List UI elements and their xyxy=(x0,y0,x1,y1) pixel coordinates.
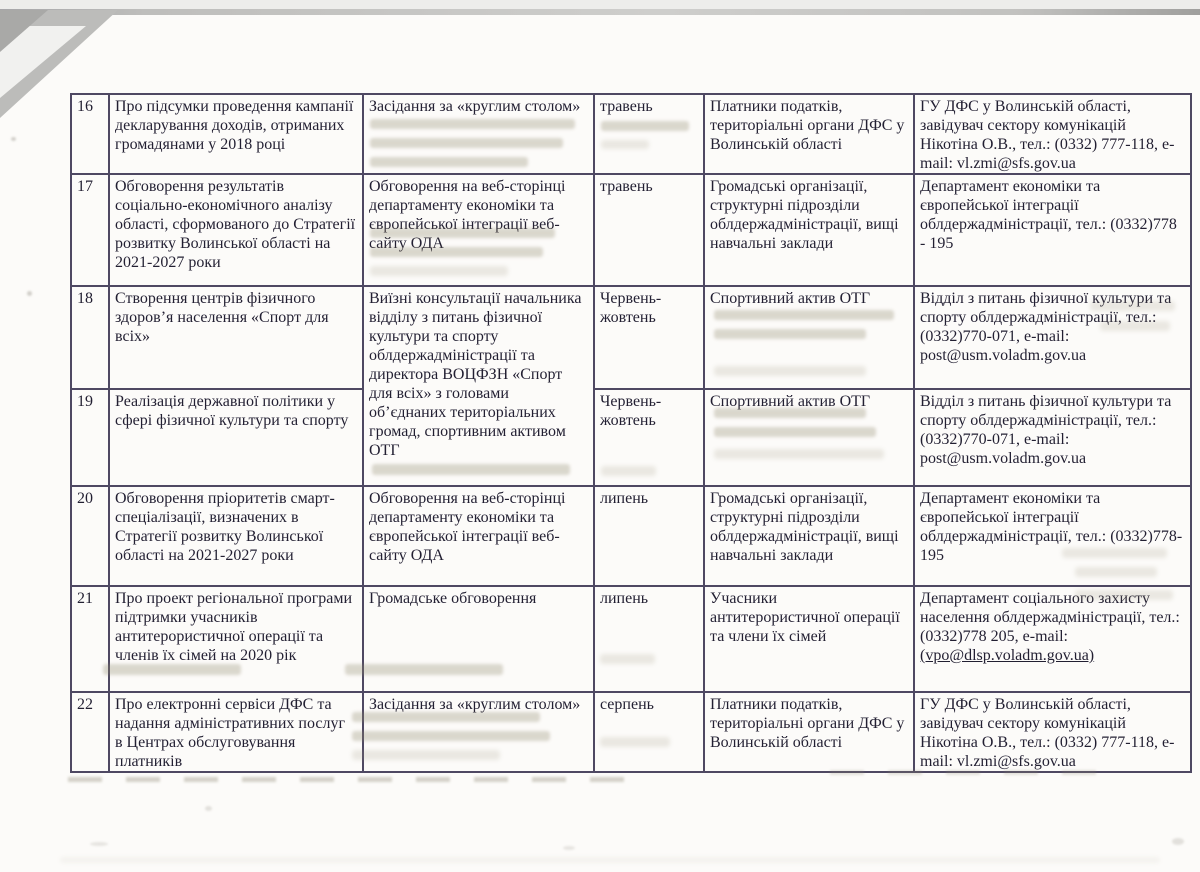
topic-cell: Про проект регіональної програми підтримки учасників антитерористичної операції та членів їх сімей на 2020 рік xyxy=(109,586,363,692)
format-cell: Засідання за «круглим столом» xyxy=(363,692,594,772)
row-number: 16 xyxy=(71,94,109,174)
audience-cell: Спортивний актив ОТГ xyxy=(704,389,914,486)
topic-cell: Обговорення результатів соціально-економічного аналізу області, сформованого до Стратегії розвитку Волинської області на 2021-2027 роки xyxy=(109,174,363,286)
row-number: 19 xyxy=(71,389,109,486)
responsible-cell: Департамент економіки та європейської інтеграції облдержадміністрації, тел.: (0332)778 - 195 xyxy=(914,174,1191,286)
responsible-email: (vpo@dlsp.voladm.gov.ua) xyxy=(920,647,1095,664)
responsible-cell xyxy=(914,586,1191,692)
month-cell: травень xyxy=(594,94,704,174)
month-cell: Червень-жовтень xyxy=(594,389,704,486)
topic-cell: Реалізація державної політики у сфері фізичної культури та спорту xyxy=(109,389,363,486)
topic-cell: Про підсумки проведення кампанії декларування доходів, отриманих громадянами у 2018 році xyxy=(109,94,363,174)
table-row-18 xyxy=(71,286,1191,389)
audience-cell: Громадські організації, структурні підрозділи облдержадміністрації, вищі навчальні заклади xyxy=(704,486,914,586)
row-number: 20 xyxy=(71,486,109,586)
row-number: 17 xyxy=(71,174,109,286)
responsible-cell: Департамент економіки та європейської інтеграції облдержадміністрації, тел.: (0332)778-195 xyxy=(914,486,1191,586)
audience-cell: Учасники антитерористичної операції та члени їх сімей xyxy=(704,586,914,692)
responsible-cell: ГУ ДФС у Волинській області, завідувач сектору комунікацій Нікотіна О.В., тел.: (0332) 777-118, e-mail: vl.zmi@sfs.gov.ua xyxy=(914,692,1191,772)
row-number: 22 xyxy=(71,692,109,772)
table-row-17 xyxy=(71,174,1191,286)
month-cell: липень xyxy=(594,486,704,586)
format-cell-merged: Виїзні консультації начальника відділу з питань фізичної культури та спорту облдержадміністрації та директора ВОЦФЗН «Спорт для всіх» з головами об’єднаних територіальних громад, спортивним активом ОТГ xyxy=(363,286,594,486)
row-number: 18 xyxy=(71,286,109,389)
table-row-20 xyxy=(71,486,1191,586)
table-row-16 xyxy=(71,94,1191,174)
month-cell: липень xyxy=(594,586,704,692)
format-cell: Обговорення на веб-сторінці департаменту економіки та європейської інтеграції веб-сайту ОДА xyxy=(363,174,594,286)
responsible-cell: Відділ з питань фізичної культури та спорту облдержадміністрації, тел.: (0332)770-071, e-mail: post@usm.voladm.gov.ua xyxy=(914,389,1191,486)
audience-cell: Громадські організації, структурні підрозділи облдержадміністрації, вищі навчальні заклади xyxy=(704,174,914,286)
table-row-21 xyxy=(71,586,1191,692)
topic-cell: Створення центрів фізичного здоров’я населення «Спорт для всіх» xyxy=(109,286,363,389)
audience-cell: Платники податків, територіальні органи ДФС у Волинській області xyxy=(704,692,914,772)
responsible-cell: Відділ з питань фізичної культури та спорту облдержадміністрації, тел.: (0332)770-071, e-mail: post@usm.voladm.gov.ua xyxy=(914,286,1191,389)
format-cell: Засідання за «круглим столом» xyxy=(363,94,594,174)
audience-cell: Спортивний актив ОТГ xyxy=(704,286,914,389)
responsible-text: Департамент соціального захисту населення облдержадміністрації, тел.: (0332)778 205, e-mail: xyxy=(920,590,1180,645)
table-row-22 xyxy=(71,692,1191,772)
topic-cell: Про електронні сервіси ДФС та надання адміністративних послуг в Центрах обслуговування платників xyxy=(109,692,363,772)
month-cell: Червень-жовтень xyxy=(594,286,704,389)
month-cell: травень xyxy=(594,174,704,286)
responsible-cell: ГУ ДФС у Волинській області, завідувач сектору комунікацій Нікотіна О.В., тел.: (0332) 777-118, e-mail: vl.zmi@sfs.gov.ua xyxy=(914,94,1191,174)
row-number: 21 xyxy=(71,586,109,692)
format-cell: Громадське обговорення xyxy=(363,586,594,692)
month-cell: серпень xyxy=(594,692,704,772)
audience-cell: Платники податків, територіальні органи ДФС у Волинській області xyxy=(704,94,914,174)
topic-cell: Обговорення пріоритетів смарт-спеціалізації, визначених в Стратегії розвитку Волинської області на 2021-2027 роки xyxy=(109,486,363,586)
format-cell: Обговорення на веб-сторінці департаменту економіки та європейської інтеграції веб-сайту ОДА xyxy=(363,486,594,586)
